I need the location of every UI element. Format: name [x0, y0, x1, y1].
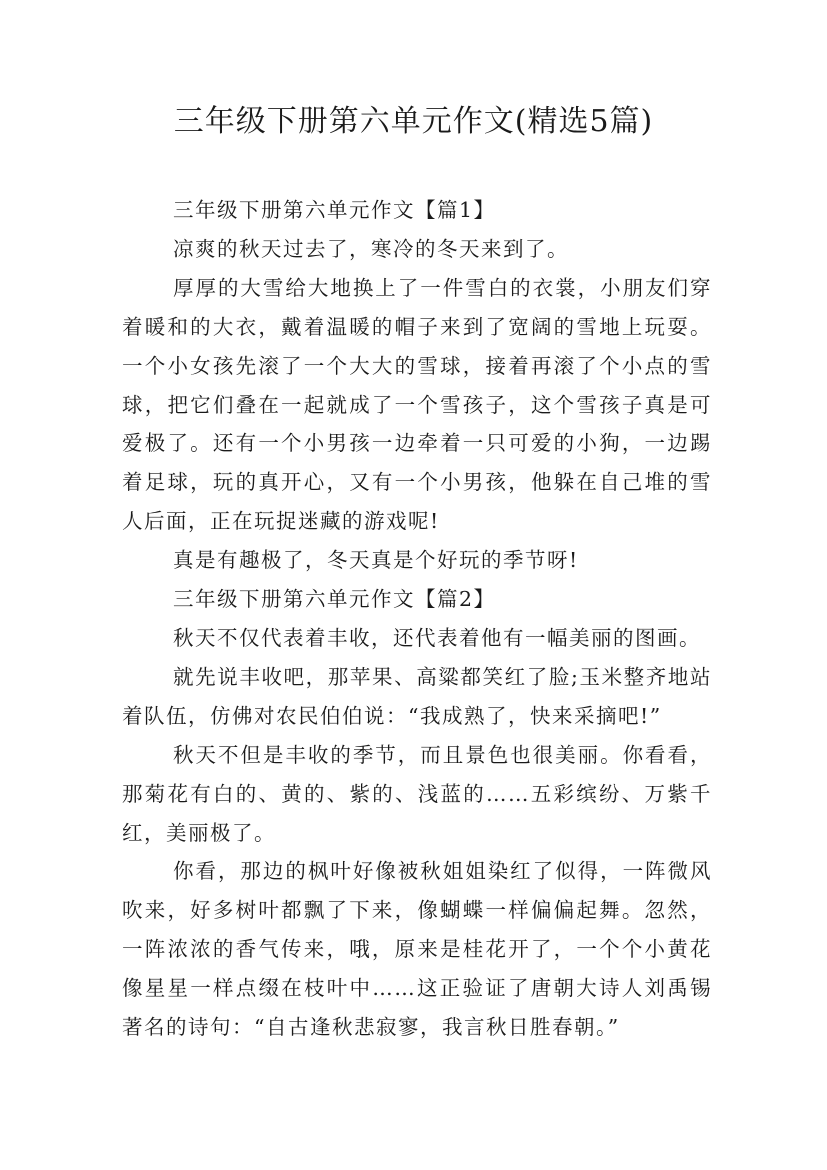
- document-body: [122, 191, 712, 1047]
- paragraph: 你看，那边的枫叶好像被秋姐姐染红了似得，一阵微风吹来，好多树叶都飘了下来，像蝴蝶一样偏偏起舞。忽然，一阵浓浓的香气传来，哦，原来是桂花开了，一个个小黄花像星星一样点缀在枝叶中……这正验证了唐朝大诗人刘禹锡著名的诗句：“自古逢秋悲寂寥，我言秋日胜春朝。”: [122, 859, 712, 1040]
- paragraph: 凉爽的秋天过去了，寒冷的冬天来到了。: [173, 236, 569, 261]
- document-title: 三年级下册第六单元作文(精选5篇): [173, 104, 654, 139]
- paragraph: 真是有趣极了，冬天真是个好玩的季节呀!: [173, 548, 579, 573]
- paragraph: 厚厚的大雪给大地换上了一件雪白的衣裳，小朋友们穿着暖和的大衣，戴着温暖的帽子来到了宽阔的雪地上玩耍。一个小女孩先滚了一个大大的雪球，接着再滚了个小点的雪球，把它们叠在一起就成了一个雪孩子，这个雪孩子真是可爱极了。还有一个小男孩一边牵着一只可爱的小狗，一边踢着足球，玩的真开心，又有一个小男孩，他躲在自己堆的雪人后面，正在玩捉迷藏的游戏呢!: [122, 275, 712, 534]
- paragraph: 就先说丰收吧，那苹果、高粱都笑红了脸;玉米整齐地站着队伍，仿佛对农民伯伯说：“我成熟了，快来采摘吧!”: [122, 664, 712, 728]
- paragraph: 秋天不仅代表着丰收，还代表着他有一幅美丽的图画。: [173, 625, 701, 650]
- paragraph: 秋天不但是丰收的季节，而且景色也很美丽。你看看，那菊花有白的、黄的、紫的、浅蓝的……五彩缤纷、万紫千红，美丽极了。: [122, 742, 712, 845]
- section-heading-1: 三年级下册第六单元作文【篇1】: [173, 198, 496, 222]
- section-heading-2: 三年级下册第六单元作文【篇2】: [173, 587, 496, 612]
